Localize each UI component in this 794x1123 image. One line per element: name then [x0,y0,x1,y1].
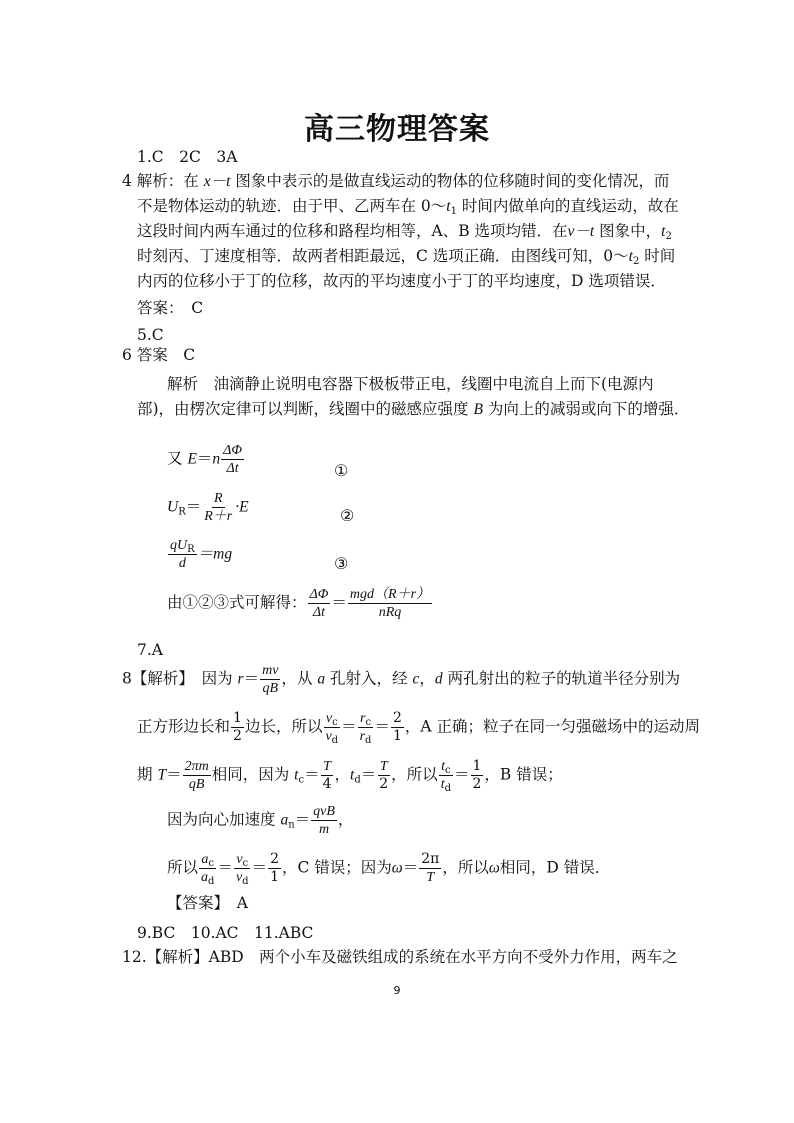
q8-line-1: 8【解析】 因为 r＝ $\frac{mv}{qB}$ ，从 a 孔射入，经 c，d 两孔射出的粒子的轨道半径分别为 [122,663,681,696]
page-number: 9 [393,984,401,997]
q8-line-5: 所以 $\frac{a_c}{a_d}$ ＝ $\frac{v_c}{v_d}$ ＝ $\frac{2}{1}$ ，C 错误；因为ω＝ $\frac{2\pi}{T}$ ，所以ω相同，D 错误． [167,851,611,887]
q8-line-3: 期 T＝ $\frac{2\pi m}{qB}$ 相同，因为 $t_c=$ $\frac{T}{4}$ ，$t_d=$ $\frac{T}{2}$ ，所以 $\frac{t_c}{t_d}$ ＝ $\frac{1}{2}$ ，B 错误； [137,758,563,794]
equation-mark-3: ③ [334,554,349,573]
q8-line-4: 因为向心加速度 $a_n=$ $\frac{\text{qvB}}{m}$ ， [167,804,354,837]
answers-1-3: 1.C 2C 3A [137,148,238,166]
q4-line-1: 4 解析：在 x－t 图象中表示的是做直线运动的物体的位移随时间的变化情况，而 [122,172,670,190]
q4-line-4: 时刻丙、丁速度相等．故两者相距最远，C 选项正确．由图线可知，$0\sim t_2$ 时间 [137,247,676,267]
q6-line-1: 解析 油滴静止说明电容器下极板带正电，线圈中电流自上而下(电源内 [167,375,654,393]
q6-equation-3: $\frac{qU_R}{d}$ ＝mg [170,538,233,571]
q4-line-2: 不是物体运动的轨迹．由于甲、乙两车在 $0\sim t_1$ 时间内做单向的直线运动，故在 [137,197,679,217]
q12-line-1: 12.【解析】ABD 两个小车及磁铁组成的系统在水平方向不受外力作用，两车之 [122,948,678,966]
q6-equation-2: $U_R=$ $\frac{R}{R+r}$ ·E [167,491,249,524]
q6-line-2: 部)，由楞次定律可以判断，线圈中的磁感应强度 B 为向上的减弱或向下的增强． [137,400,690,418]
equation-mark-1: ① [334,461,349,480]
q4-answer: 答案： C [137,299,204,317]
q6-answer: 6 答案 C [122,346,196,364]
q4-line-3: 这段时间内两车通过的位移和路程均相等，A、B 选项均错．在v－t 图象中，$t_2$ [137,222,672,242]
q8-answer: 【答案】 A [167,894,248,912]
page-title: 高三物理答案 [304,112,490,147]
answer-5: 5.C [137,326,164,344]
equation-mark-2: ② [340,506,355,525]
q6-equation-4: 由①②③式可解得： $\frac{\Delta\Phi}{\Delta t}$ ＝ $\frac{\text{mgd（R＋r）}}{\text{nRq}}$ [167,587,431,620]
q4-line-5: 内丙的位移小于丁的位移，故丙的平均速度小于丁的平均速度，D 选项错误． [137,272,666,290]
q6-equation-1: 又 E＝n $\frac{\Delta\Phi}{\Delta t}$ [167,443,243,476]
answers-9-11: 9.BC 10.AC 11.ABC [137,924,314,942]
q8-line-2: 正方形边长和 $\frac{1}{2}$ 边长，所以 $\frac{v_c}{v_d}$ ＝ $\frac{r_c}{r_d}$ ＝ $\frac{2}{1}$ ，A 正确；粒子在同一匀强磁场中的运动周 [137,710,701,746]
answer-7: 7.A [137,641,163,659]
